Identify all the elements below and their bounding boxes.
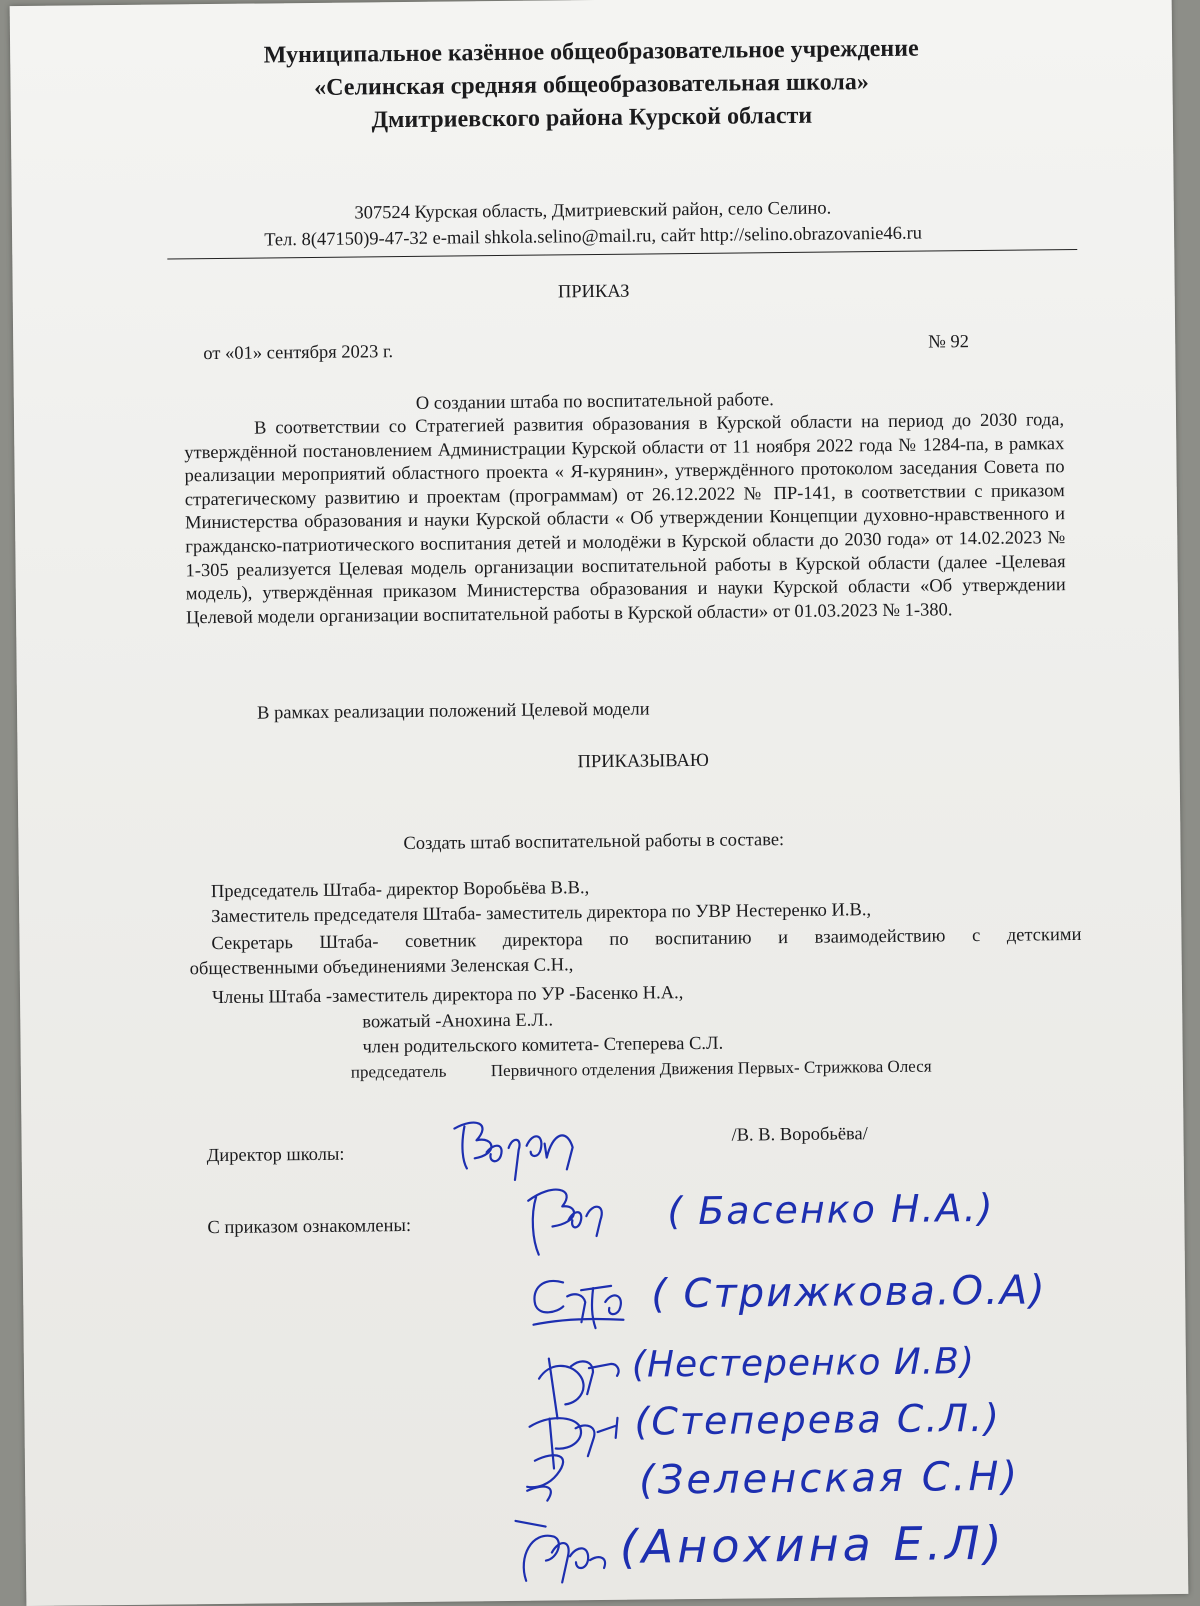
handwritten-name-4: (Степерева С.Л.) [634, 1395, 1002, 1444]
handwritten-name-1: ( Басенко Н.А.) [667, 1185, 995, 1234]
staff-chair: Председатель Штаба- директор Воробьёва В.В., [210, 878, 590, 903]
signature-1 [522, 1180, 623, 1261]
signature-2 [523, 1268, 634, 1349]
staff-deputy: Заместитель председателя Штаба- заместитель директора по УВР Нестеренко И.В., [211, 900, 872, 928]
order-number: № 92 [928, 332, 970, 353]
address-line-2: Тел. 8(47150)9-47-32 e-mail shkola.selino@mail.ru, сайт http://selino.obrazovanie46.ru [264, 223, 923, 251]
order-command: ПРИКАЗЫВАЮ [577, 750, 709, 773]
handwritten-name-6: (Анохина Е.Л) [619, 1515, 1006, 1574]
staff-secretary-line-1: Секретарь Штаба- советник директора по воспитанию и взаимодействию с детскими [211, 924, 1082, 955]
staff-member-movement: Первичного отделения Движения Первых- Стрижкова Олеся [490, 1056, 932, 1081]
director-label: Директор школы: [206, 1144, 345, 1167]
staff-secretary-line-2: общественными объединениями Зеленская С.Н., [189, 955, 574, 980]
handwritten-name-3: (Нестеренко И.В) [631, 1341, 976, 1386]
order-body-text: В соответствии со Стратегией развития образования в Курской области на период до 2030 года, утверждённой постановлением Администрации Курской области от 11 ноября 2022 года № 1284-па, в рамках реализации мероприятий областного проекта « Я-курянин», утверждённого протоколом заседания Совета по стратегическому развитию и проектам (программам) от 26.12.2022 № ПР-141, в соответствии с приказом Министерства образования и науки Курской области « Об утверждении Концепции духовно-нравственного и гражданско-патриотического воспитания детей и молодёжи в Курской области до 2030 года» от 14.02.2023 № 1-305 реализуется Целевая модель организации воспитательной работы в Курской области (далее -Целевая модель), утверждённая приказом Министерства образования и науки Курской области «Об утверждении Целевой модели организации воспитательной работы в Курской области» от 01.03.2023 № 1-380. [184, 410, 1066, 629]
order-subject: О создании штаба по воспитательной работе. [415, 390, 774, 414]
handwritten-name-2: ( Стрижкова.О.А) [650, 1267, 1047, 1318]
director-signature [446, 1105, 587, 1186]
order-title: ПРИКАЗ [557, 281, 630, 303]
signature-5-6 [505, 1430, 617, 1601]
staff-member-parent: член родительского комитета- Степерева С.Л. [362, 1033, 724, 1058]
header-line-3: Дмитриевского района Курской области [371, 102, 813, 134]
document-page [10, 0, 1189, 1606]
address-line-1: 307524 Курская область, Дмитриевский район, село Селино. [354, 198, 832, 224]
order-date: от «01» сентября 2023 г. [203, 342, 394, 365]
acquainted-label: С приказом ознакомлены: [207, 1215, 412, 1239]
handwritten-name-5: (Зеленская С.Н) [638, 1453, 1021, 1504]
order-body [184, 409, 1066, 631]
staff-member-counselor: вожатый -Анохина Е.Л.. [362, 1010, 554, 1033]
order-create: Создать штаб воспитательной работы в составе: [403, 830, 785, 855]
header-line-2: «Селинская средняя общеобразовательная школа» [314, 69, 869, 101]
order-framework: В рамках реализации положений Целевой модели [256, 699, 650, 724]
director-name: /В. В. Воробьёва/ [731, 1124, 868, 1146]
staff-members: Члены Штаба -заместитель директора по УР -Басенко Н.А., [211, 983, 684, 1009]
header-line-1: Муниципальное казённое общеобразовательное учреждение [263, 35, 919, 69]
staff-member-role: председатель [350, 1061, 447, 1082]
